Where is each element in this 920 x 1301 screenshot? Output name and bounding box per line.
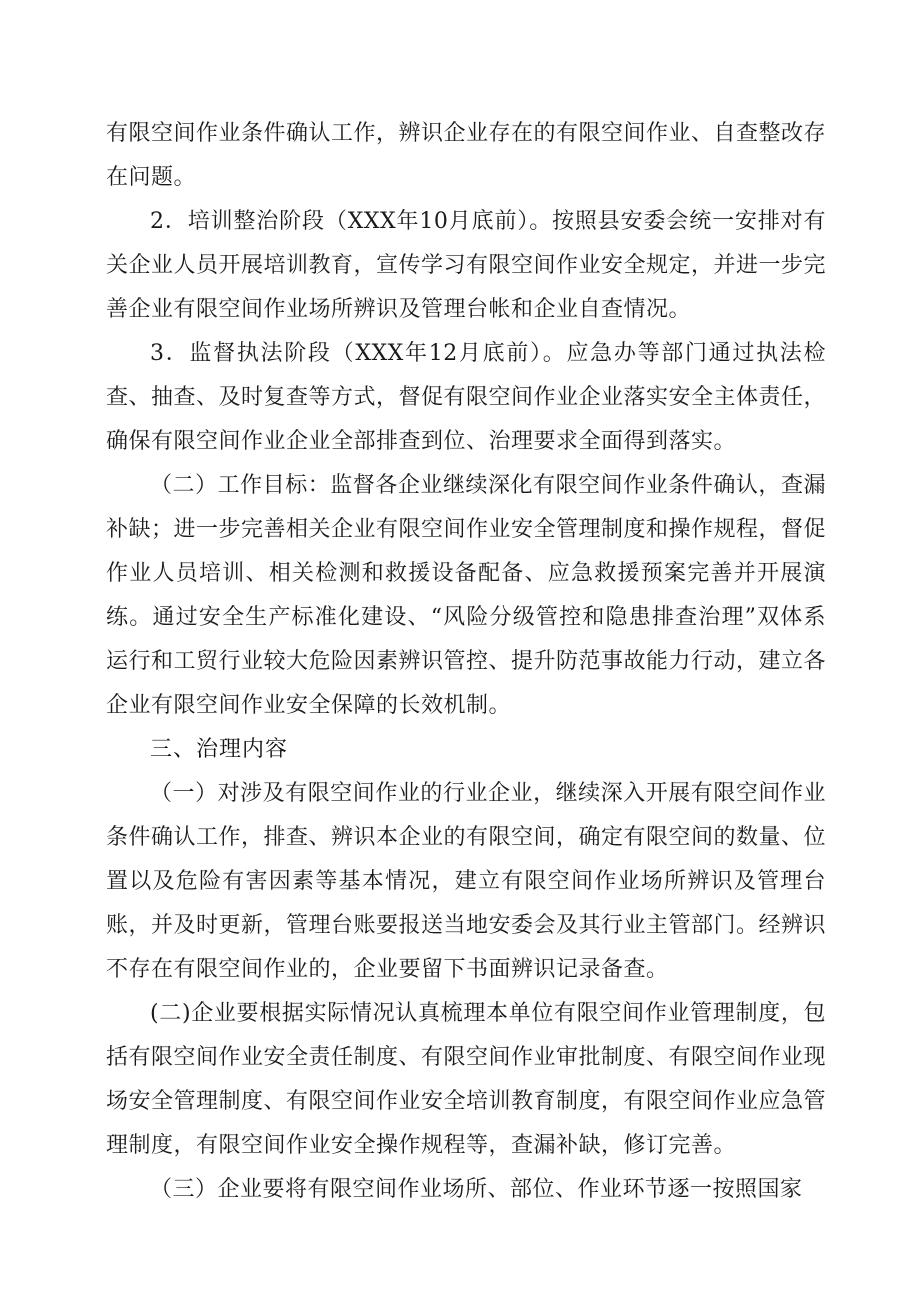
paragraph-governance-item-2: (二)企业要根据实际情况认真梳理本单位有限空间作业管理制度，包括有限空间作业安全责任制度、有限空间作业审批制度、有限空间作业现场安全管理制度、有限空间作业安全培训教育制度，有限空间作业应急管理制度，有限空间作业安全操作规程等，查漏补缺，修订完善。 — [106, 1001, 827, 1158]
paragraph-supervision-stage: 3．监督执法阶段（XXX年12月底前）。应急办等部门通过执法检查、抽查、及时复查等方式，督促有限空间作业企业落实安全主体责任，确保有限空间作业企业全部排查到位、治理要求全面得到落实。 — [106, 341, 827, 454]
paragraph-governance-item-1: （一）对涉及有限空间作业的行业企业，继续深入开展有限空间作业条件确认工作，排查、辨识本企业的有限空间，确定有限空间的数量、位置以及危险有害因素等基本情况，建立有限空间作业场所辨识及管理台账，并及时更新，管理台账要报送当地安委会及其行业主管部门。经辨识不存在有限空间作业的，企业要留下书面辨识记录备查。 — [106, 781, 827, 982]
section-heading: 三、治理内容 — [150, 737, 289, 762]
paragraph-training-stage: 2．培训整治阶段（XXX年10月底前）。按照县安委会统一安排对有关企业人员开展培训教育，宣传学习有限空间作业安全规定，并进一步完善企业有限空间作业场所辨识及管理台帐和企业自查情况。 — [106, 209, 827, 322]
paragraph-work-goals: （二）工作目标：监督各企业继续深化有限空间作业条件确认，查漏补缺；进一步完善相关企业有限空间作业安全管理制度和操作规程，督促作业人员培训、相关检测和救援设备配备、应急救援预案完善并开展演练。通过安全生产标准化建设、“风险分级管控和隐患排查治理”双体系运行和工贸行业较大危险因素辨识管控、提升防范事故能力行动，建立各企业有限空间作业安全保障的长效机制。 — [106, 473, 827, 718]
paragraph-continued: 有限空间作业条件确认工作，辨识企业存在的有限空间作业、自查整改存在问题。 — [106, 121, 827, 190]
document-body — [106, 112, 826, 1212]
paragraph-governance-item-3: （三）企业要将有限空间作业场所、部位、作业环节逐一按照国家 — [150, 1177, 803, 1202]
